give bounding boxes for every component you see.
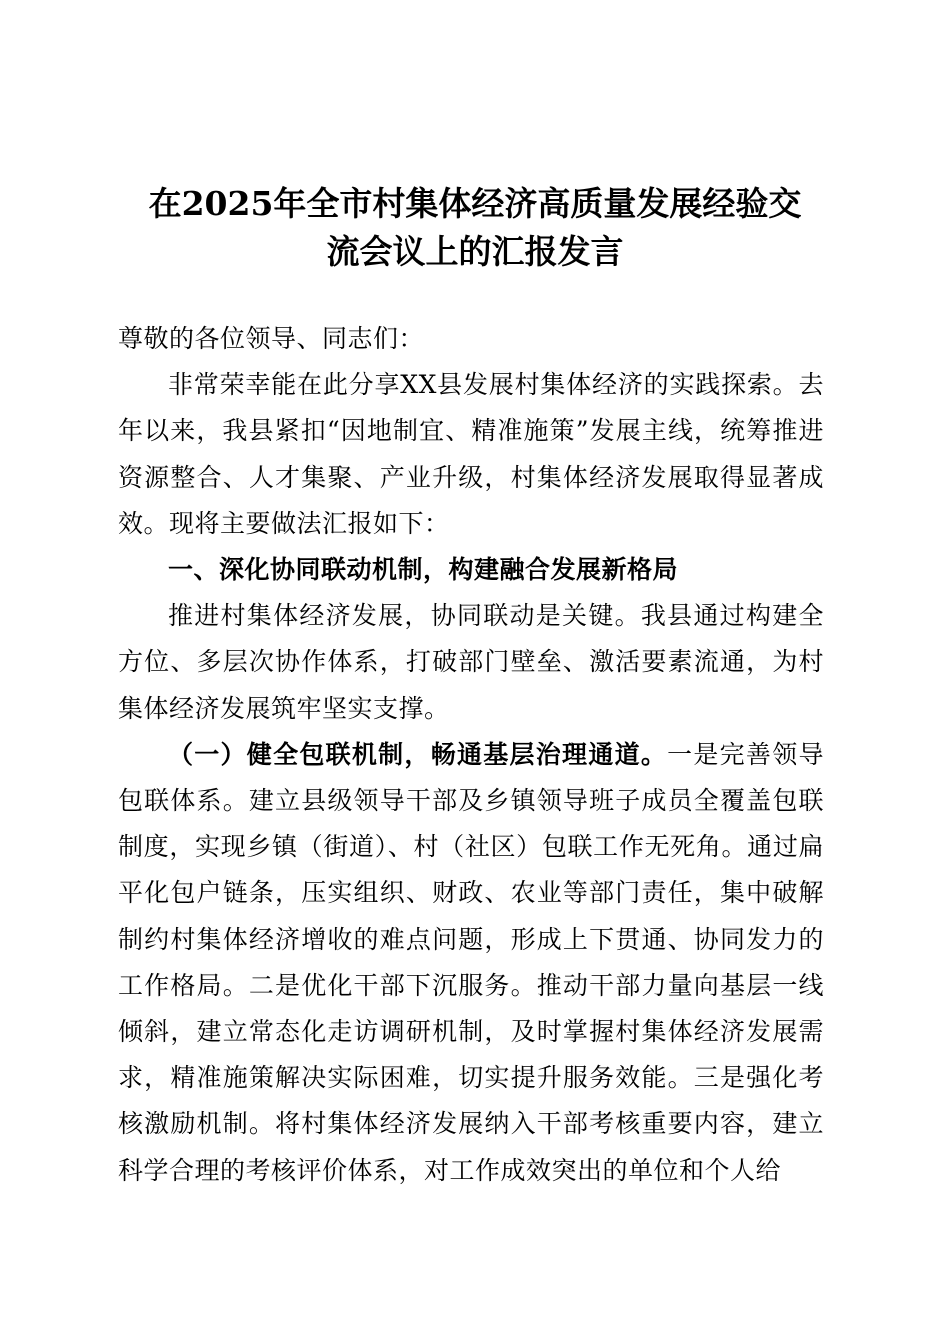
subsection-body: 一是完善领导包联体系。建立县级领导干部及乡镇领导班子成员全覆盖包联制度，实现乡镇（街道）、村（社区）包联工作无死角。通过扁平化包户链条，压实组织、财政、农业等部门责任，集中破解制约村集体经济增收的难点问题，形成上下贯通、协同发力的工作格局。二是优化干部下沉服务。推动干部力量向基层一线倾斜，建立常态化走访调研机制，及时掌握村集体经济发展需求，精准施策解决实际困难，切实提升服务效能。三是强化考核激励机制。将村集体经济发展纳入干部考核重要内容，建立科学合理的考核评价体系，对工作成效突出的单位和个人给 — [118, 739, 824, 1185]
greeting: 尊敬的各位领导、同志们： — [118, 324, 425, 353]
section-paragraph: 推进村集体经济发展，协同联动是关键。我县通过构建全方位、多层次协作体系，打破部门壁垒、激活要素流通，为村集体经济发展筑牢坚实支撑。 — [118, 601, 824, 723]
subsection-heading: （一）健全包联机制，畅通基层治理通道。 — [168, 739, 668, 769]
title-line-1: 在2025年全市村集体经济高质量发展经验交 — [148, 184, 802, 223]
intro-paragraph: 非常荣幸能在此分享XX县发展村集体经济的实践探索。去年以来，我县紧扣“因地制宜、精准施策”发展主线，统筹推进资源整合、人才集聚、产业升级，村集体经济发展取得显著成效。现将主要做法汇报如下： — [118, 370, 824, 538]
document-body — [118, 316, 824, 1194]
section-heading: 一、深化协同联动机制，构建融合发展新格局 — [168, 555, 679, 585]
title-line-2: 流会议上的汇报发言 — [326, 232, 624, 271]
document-title — [100, 180, 850, 276]
subsection-paragraph — [118, 732, 824, 1194]
